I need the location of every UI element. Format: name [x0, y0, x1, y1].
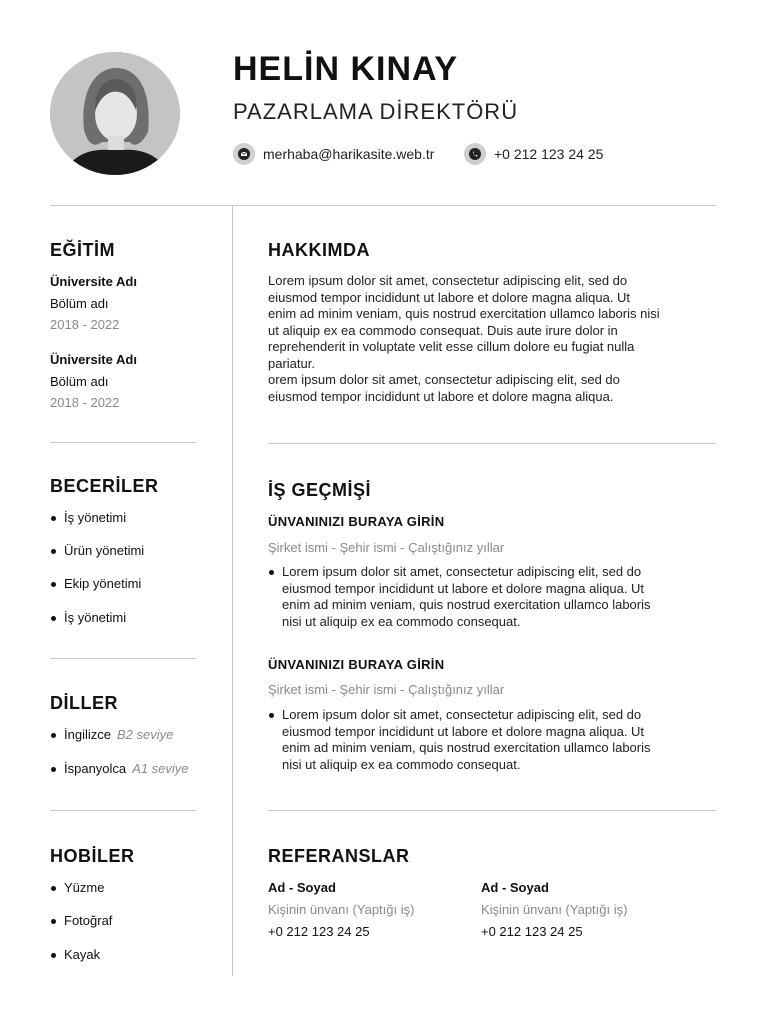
section-divider [50, 442, 196, 443]
language-name: İspanyolca [64, 761, 127, 776]
bullet-dot [51, 516, 56, 521]
email-text: merhaba@harikasite.web.tr [263, 146, 435, 162]
hobby-item: Kayak [64, 947, 101, 962]
hobby-item: Yüzme [64, 880, 105, 895]
email-contact[interactable] [233, 143, 434, 165]
language-item [64, 761, 189, 776]
about-line: reprehenderit in voluptate velit esse cillum dolore eu fugiat nulla [268, 339, 635, 354]
job-line: eiusmod tempor incididunt ut labore et dolore magna aliqua. Ut [282, 723, 645, 739]
job-title-item: ÜNVANINIZI BURAYA GİRİN [268, 657, 445, 672]
bullet-dot [51, 953, 56, 958]
language-item [64, 727, 173, 742]
bullet-dot [51, 767, 56, 772]
bullet-dot [51, 919, 56, 924]
portrait-image [50, 52, 180, 175]
column-divider [232, 206, 233, 976]
school-name: Üniversite Adı [50, 352, 137, 367]
department-name: Bölüm adı [50, 296, 109, 311]
job-meta: Şirket ismi - Şehir ismi - Çalıştığınız yıllar [268, 682, 505, 697]
about-line: orem ipsum dolor sit amet, consectetur adipiscing elit, sed do [268, 372, 620, 387]
hobbies-heading: HOBİLER [50, 846, 135, 866]
bullet-dot [51, 616, 56, 621]
job-line: eiusmod tempor incididunt ut labore et dolore magna aliqua. Ut [282, 580, 645, 596]
department-name: Bölüm adı [50, 374, 109, 389]
section-divider [268, 810, 716, 811]
phone-text: +0 212 123 24 25 [494, 146, 604, 162]
reference-name: Ad - Soyad [268, 880, 336, 895]
bullet-dot [51, 549, 56, 554]
job-title-item: ÜNVANINIZI BURAYA GİRİN [268, 514, 445, 529]
job-meta: Şirket ismi - Şehir ismi - Çalıştığınız yıllar [268, 540, 505, 555]
about-line: eiusmod tempor incididunt ut labore et dolore magna aliqua. Ut [268, 289, 631, 305]
job-line: enim ad minim veniam, quis nostrud exercitation ullamco laboris [282, 740, 651, 755]
header-divider [50, 205, 716, 206]
job-line: Lorem ipsum dolor sit amet, consectetur adipiscing elit, sed do [282, 707, 642, 722]
job-description [282, 564, 716, 630]
about-line: eiusmod tempor incididunt ut labore et dolore magna aliqua. [268, 388, 614, 404]
reference-name: Ad - Soyad [481, 880, 549, 895]
hobby-item: Fotoğraf [64, 913, 113, 928]
bullet-dot [51, 582, 56, 587]
job-line: nisi ut aliquip ex ea commodo consequat. [282, 756, 521, 772]
education-years: 2018 - 2022 [50, 395, 120, 410]
experience-heading: İŞ GEÇMİŞİ [268, 480, 372, 500]
bullet-dot [51, 886, 56, 891]
language-level: B2 seviye [116, 727, 174, 742]
section-divider [268, 443, 716, 444]
language-name: İngilizce [64, 727, 111, 742]
about-heading: HAKKIMDA [268, 240, 370, 260]
job-line: nisi ut aliquip ex ea commodo consequat. [282, 613, 521, 629]
job-description [282, 707, 716, 773]
language-level: A1 seviye [132, 761, 189, 776]
references-heading: REFERANSLAR [268, 846, 410, 866]
education-heading: EĞİTİM [50, 240, 115, 260]
bullet-dot [269, 713, 274, 718]
section-divider [50, 658, 196, 659]
about-text [268, 273, 716, 405]
job-title: PAZARLAMA DİREKTÖRÜ [233, 99, 519, 124]
reference-role: Kişinin ünvanı (Yaptığı iş) [481, 902, 628, 917]
job-line: enim ad minim veniam, quis nostrud exercitation ullamco laboris [282, 597, 651, 612]
skill-item: Ürün yönetimi [64, 543, 145, 558]
about-line: ut aliquip ex ea commodo consequat. Duis aute irure dolor in [268, 322, 618, 338]
candidate-name: HELİN KINAY [233, 50, 459, 88]
about-line: pariatur. [268, 355, 315, 371]
skill-item: Ekip yönetimi [64, 576, 142, 591]
school-name: Üniversite Adı [50, 274, 137, 289]
mail-icon [233, 143, 255, 165]
job-line: Lorem ipsum dolor sit amet, consectetur adipiscing elit, sed do [282, 564, 642, 579]
education-years: 2018 - 2022 [50, 317, 120, 332]
bullet-dot [51, 733, 56, 738]
bullet-dot [269, 570, 274, 575]
about-line: enim ad minim veniam, quis nostrud exercitation ullamco laboris nisi [268, 306, 660, 321]
languages-heading: DİLLER [50, 693, 118, 713]
skill-item: İş yönetimi [64, 510, 127, 525]
phone-icon [464, 143, 486, 165]
skills-heading: BECERİLER [50, 476, 159, 496]
about-line: Lorem ipsum dolor sit amet, consectetur adipiscing elit, sed do [268, 273, 628, 288]
profile-photo [50, 52, 180, 175]
reference-role: Kişinin ünvanı (Yaptığı iş) [268, 902, 415, 917]
skill-item: İş yönetimi [64, 610, 127, 625]
reference-phone: +0 212 123 24 25 [268, 924, 370, 939]
phone-contact[interactable] [464, 143, 603, 165]
reference-phone: +0 212 123 24 25 [481, 924, 583, 939]
section-divider [50, 810, 196, 811]
